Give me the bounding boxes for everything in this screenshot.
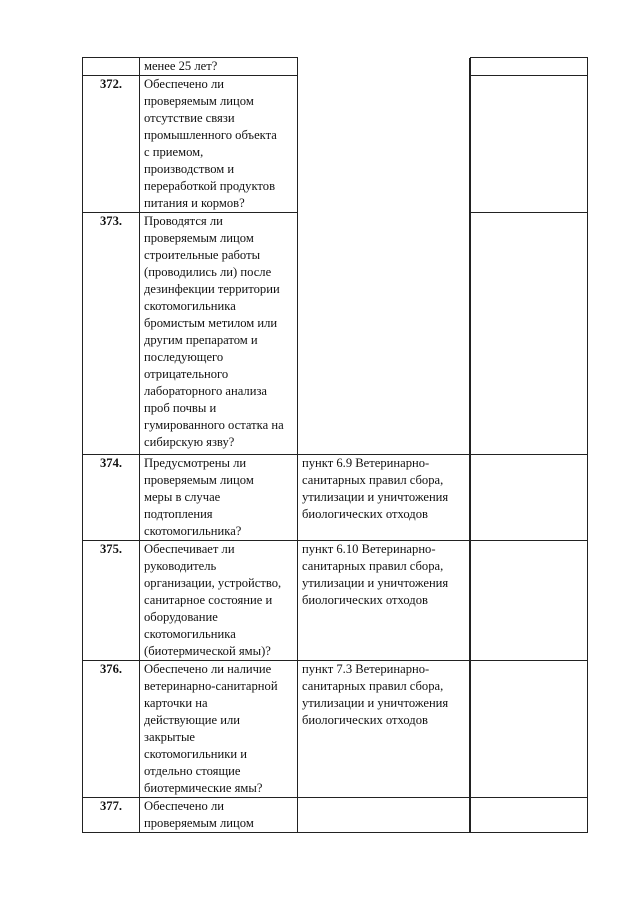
result-cell: [471, 213, 588, 455]
result-cell: [471, 76, 588, 213]
result-cell: [471, 541, 588, 661]
question-line: менее 25 лет?: [144, 59, 218, 73]
question-cell: [140, 58, 298, 76]
row-number: 377.: [83, 798, 140, 833]
reference-cell: [298, 455, 470, 541]
question-line: промышленного объекта: [144, 128, 277, 142]
question-line: проверяемым лицом: [144, 94, 254, 108]
question-line: отрицательного: [144, 367, 229, 381]
question-cell: [140, 798, 298, 833]
question-line: переработкой продуктов: [144, 179, 276, 193]
question-line: бромистым метилом или: [144, 316, 278, 330]
row-number: 373.: [83, 213, 140, 455]
reference-line: пункт 7.3 Ветеринарно-: [302, 662, 430, 676]
reference-line: биологических отходов: [302, 507, 428, 521]
question-line: действующие или: [144, 713, 240, 727]
reference-cell: [298, 213, 470, 455]
question-line: отсутствие связи: [144, 111, 235, 125]
table-row: [83, 58, 588, 76]
result-cell: [471, 661, 588, 798]
row-number: 376.: [83, 661, 140, 798]
reference-line: санитарных правил сбора,: [302, 473, 444, 487]
table-row: [83, 661, 588, 798]
row-number: 375.: [83, 541, 140, 661]
question-line: другим препаратом и: [144, 333, 258, 347]
question-line: Обеспечено ли: [144, 77, 224, 91]
reference-line: утилизации и уничтожения: [302, 576, 449, 590]
checklist-table: [82, 57, 588, 833]
table-row: [83, 76, 588, 213]
question-line: с приемом,: [144, 145, 204, 159]
question-line: проверяемым лицом: [144, 816, 254, 830]
question-line: карточки на: [144, 696, 208, 710]
question-line: организации, устройство,: [144, 576, 282, 590]
checklist-table-body: [83, 58, 588, 833]
reference-line: утилизации и уничтожения: [302, 696, 449, 710]
question-line: сибирскую язву?: [144, 435, 235, 449]
row-number: 372.: [83, 76, 140, 213]
result-cell: [471, 455, 588, 541]
question-line: подтопления: [144, 507, 213, 521]
table-row: [83, 213, 588, 455]
question-line: последующего: [144, 350, 224, 364]
reference-cell: [298, 798, 470, 833]
question-line: скотомогильника: [144, 299, 236, 313]
question-line: (биотермической ямы)?: [144, 644, 271, 658]
reference-line: утилизации и уничтожения: [302, 490, 449, 504]
question-cell: [140, 541, 298, 661]
question-line: гумированного остатка на: [144, 418, 284, 432]
row-number: 374.: [83, 455, 140, 541]
reference-cell: [298, 541, 470, 661]
reference-line: санитарных правил сбора,: [302, 679, 444, 693]
question-cell: [140, 76, 298, 213]
reference-line: пункт 6.10 Ветеринарно-: [302, 542, 436, 556]
row-number: [83, 58, 140, 76]
question-line: руководитель: [144, 559, 217, 573]
question-line: дезинфекции территории: [144, 282, 280, 296]
question-line: скотомогильника?: [144, 524, 242, 538]
question-cell: [140, 661, 298, 798]
question-line: лабораторного анализа: [144, 384, 268, 398]
result-cell: [471, 798, 588, 833]
question-line: отдельно стоящие: [144, 764, 241, 778]
reference-cell: [298, 58, 470, 76]
question-line: строительные работы: [144, 248, 261, 262]
question-line: скотомогильника: [144, 627, 236, 641]
reference-cell: [298, 661, 470, 798]
question-cell: [140, 455, 298, 541]
reference-line: биологических отходов: [302, 713, 428, 727]
reference-line: биологических отходов: [302, 593, 428, 607]
question-line: Обеспечивает ли: [144, 542, 235, 556]
reference-line: санитарных правил сбора,: [302, 559, 444, 573]
question-line: проб почвы и: [144, 401, 217, 415]
question-line: питания и кормов?: [144, 196, 245, 210]
question-line: Предусмотрены ли: [144, 456, 247, 470]
question-line: санитарное состояние и: [144, 593, 273, 607]
question-line: Обеспечено ли: [144, 799, 224, 813]
table-row: [83, 455, 588, 541]
question-line: производством и: [144, 162, 235, 176]
question-line: оборудование: [144, 610, 218, 624]
result-cell: [471, 58, 588, 76]
reference-cell: [298, 76, 470, 213]
table-row: [83, 798, 588, 833]
question-cell: [140, 213, 298, 455]
question-line: ветеринарно-санитарной: [144, 679, 278, 693]
question-line: закрытые: [144, 730, 195, 744]
question-line: Обеспечено ли наличие: [144, 662, 272, 676]
question-line: (проводились ли) после: [144, 265, 272, 279]
reference-line: пункт 6.9 Ветеринарно-: [302, 456, 430, 470]
question-line: Проводятся ли: [144, 214, 223, 228]
question-line: проверяемым лицом: [144, 231, 254, 245]
table-row: [83, 541, 588, 661]
question-line: биотермические ямы?: [144, 781, 263, 795]
question-line: проверяемым лицом: [144, 473, 254, 487]
question-line: меры в случае: [144, 490, 221, 504]
question-line: скотомогильники и: [144, 747, 248, 761]
